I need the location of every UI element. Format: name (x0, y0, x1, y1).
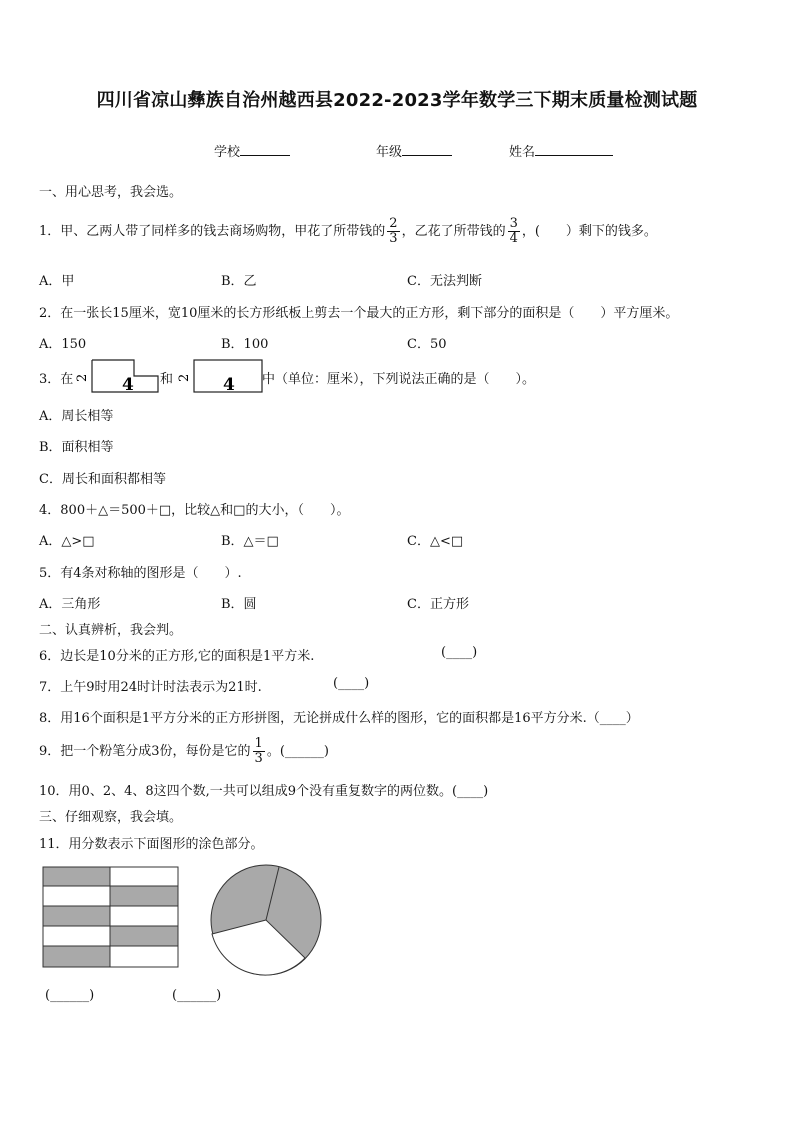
q7-answer-blank[interactable]: (____) (333, 676, 370, 691)
q1-suffix: ，( ）剩下的钱多。 (521, 224, 657, 239)
rectangle-height-label: 2 (177, 373, 192, 382)
fraction-one-third: $\frac{1}{3}$ (254, 736, 263, 766)
grid-cell-shaded (110, 926, 178, 946)
fraction-three-quarters: $\frac{3}{4}$ (509, 216, 518, 246)
section-2-heading: 二、认真辨析，我会判。 (39, 623, 183, 638)
q11-answer-blank-2[interactable]: (______) (172, 988, 222, 1003)
grid-cell-shaded (43, 946, 110, 967)
grid-cell-shaded (110, 886, 178, 906)
grid-cell (110, 906, 178, 926)
q3-and: 和 (160, 372, 174, 387)
q5-option-b[interactable]: B．圆 (221, 597, 257, 612)
q1-prefix: 1．甲、乙两人带了同样多的钱去商场购物，甲花了所带钱的 (39, 224, 386, 239)
fraction-two-thirds: $\frac{2}{3}$ (389, 216, 398, 246)
school-label: 学校 (214, 145, 241, 160)
q1-option-c[interactable]: C．无法判断 (407, 274, 482, 289)
grid-cell-shaded (43, 906, 110, 926)
name-field (509, 141, 613, 160)
q2-option-b[interactable]: B．100 (221, 337, 269, 352)
l-shape-width-label: 4 (122, 375, 134, 395)
page-title: 四川省凉山彝族自治州越西县2022-2023学年数学三下期末质量检测试题 (96, 90, 698, 111)
q4-option-b[interactable]: B．△＝□ (221, 534, 279, 549)
q5-option-a[interactable]: A．三角形 (39, 597, 101, 612)
rectangle-figure (176, 356, 266, 396)
q6-answer-blank[interactable]: (____) (441, 645, 478, 660)
rectangle-width-label: 4 (223, 375, 235, 395)
question-6: 6．边长是10分米的正方形,它的面积是1平方米. (39, 649, 315, 664)
grid-cell (110, 867, 178, 886)
q1-option-b[interactable]: B．乙 (221, 274, 257, 289)
q2-option-c[interactable]: C．50 (407, 337, 447, 352)
school-field (214, 141, 290, 160)
question-9 (39, 732, 329, 772)
q1-option-a[interactable]: A．甲 (39, 274, 75, 289)
question-11: 11．用分数表示下面图形的涂色部分。 (39, 837, 264, 852)
q5-option-c[interactable]: C．正方形 (407, 597, 469, 612)
question-1 (39, 212, 657, 252)
pie-figure (208, 862, 324, 978)
grid-cell (43, 926, 110, 946)
q9-prefix: 9．把一个粉笔分成3份，每份是它的 (39, 744, 251, 759)
question-4: 4．800＋△＝500＋□，比较△和□的大小，（ ）。 (39, 503, 350, 518)
q3-prefix: 3．在 (39, 372, 74, 387)
grid-cell (110, 946, 178, 967)
q9-suffix[interactable]: 。(______) (266, 744, 329, 759)
q3-option-c[interactable]: C．周长和面积都相等 (39, 472, 166, 487)
l-shape-height-label: 2 (75, 373, 90, 382)
name-label: 姓名 (509, 145, 536, 160)
question-5: 5．有4条对称轴的图形是（ ）. (39, 566, 242, 581)
grade-label: 年级 (376, 145, 403, 160)
grid-cell-shaded (43, 867, 110, 886)
question-2: 2．在一张长15厘米，宽10厘米的长方形纸板上剪去一个最大的正方形，剩下部分的面积是（ ）平方厘米。 (39, 306, 679, 321)
section-1-heading: 一、用心思考，我会选。 (39, 185, 183, 200)
q3-suffix: 中（单位：厘米），下列说法正确的是（ ）。 (262, 372, 536, 387)
grid-figure (42, 866, 180, 970)
section-3-heading: 三、仔细观察，我会填。 (39, 810, 183, 825)
q3-option-b[interactable]: B．面积相等 (39, 440, 114, 455)
q1-mid: ，乙花了所带钱的 (401, 224, 506, 239)
grid-cell (43, 886, 110, 906)
q2-option-a[interactable]: A．150 (39, 337, 87, 352)
grade-blank[interactable] (402, 143, 452, 156)
q3-option-a[interactable]: A．周长相等 (39, 409, 114, 424)
q4-option-c[interactable]: C．△<□ (407, 534, 464, 549)
question-7: 7．上午9时用24时计时法表示为21时. (39, 680, 262, 695)
q11-answer-blank-1[interactable]: (______) (45, 988, 95, 1003)
grade-field (376, 141, 452, 160)
q4-option-a[interactable]: A．△>□ (39, 534, 95, 549)
l-shape-figure (74, 356, 164, 396)
school-blank[interactable] (240, 143, 290, 156)
question-8[interactable]: 8．用16个面积是1平方分米的正方形拼图，无论拼成什么样的图形，它的面积都是16平方分米.（____） (39, 711, 639, 726)
name-blank[interactable] (535, 143, 613, 156)
question-10[interactable]: 10．用0、2、4、8这四个数,一共可以组成9个没有重复数字的两位数。(____) (39, 784, 489, 799)
